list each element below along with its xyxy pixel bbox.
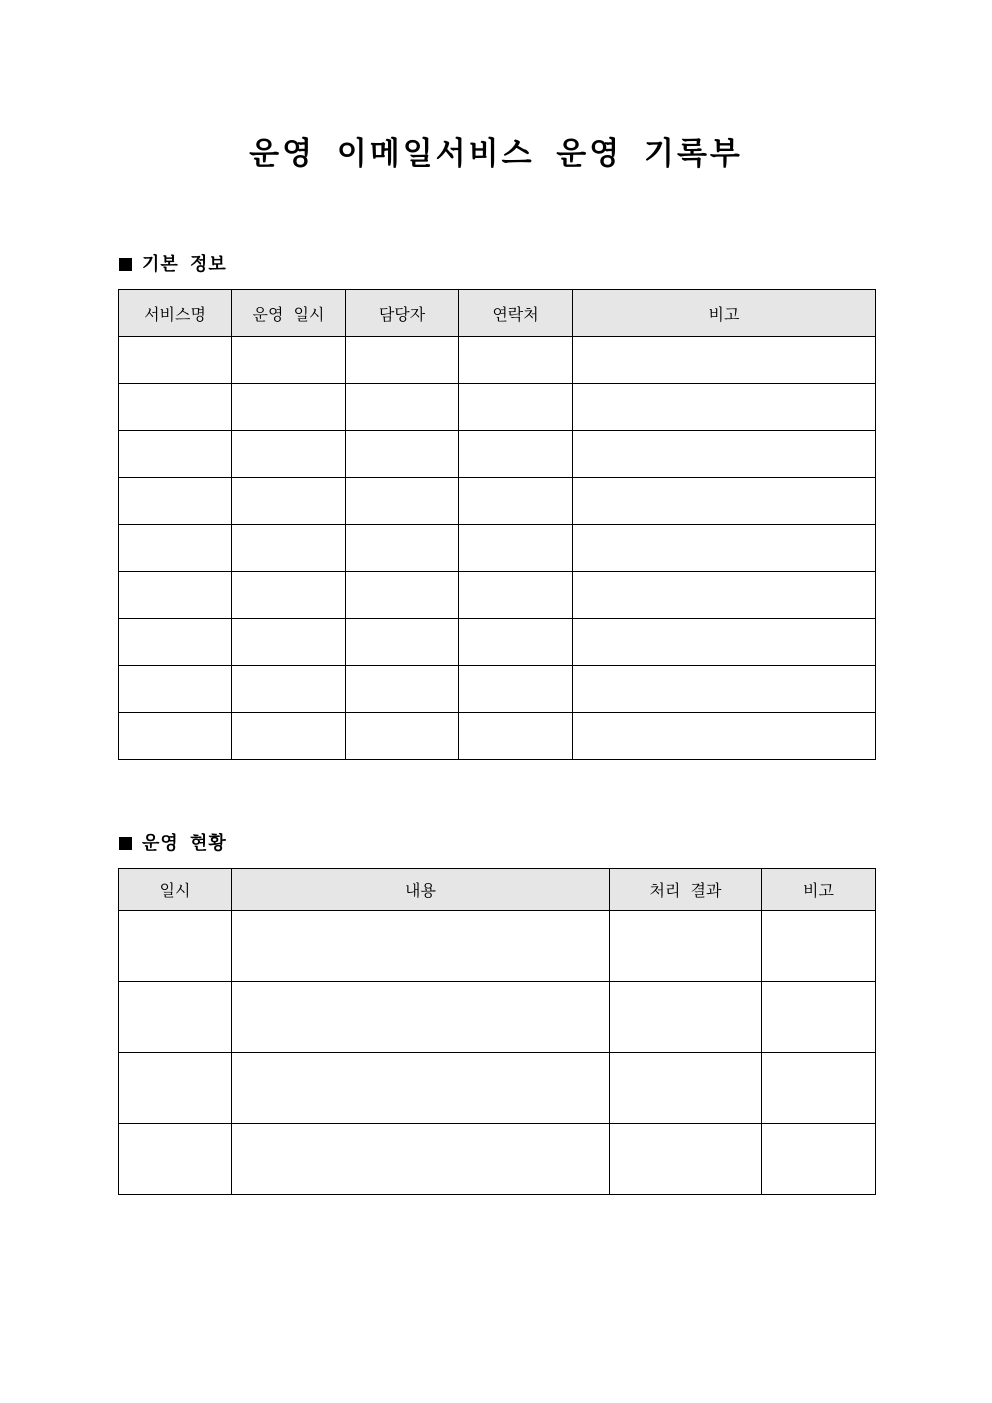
table-cell[interactable] (119, 713, 232, 760)
basic-info-table (118, 289, 876, 760)
table-cell[interactable] (573, 572, 876, 619)
table-cell[interactable] (610, 982, 762, 1053)
operation-status-table (118, 868, 876, 1195)
section-heading-label: 운영 현황 (142, 833, 227, 854)
table-cell[interactable] (232, 911, 610, 982)
table-row (119, 911, 876, 982)
table-cell[interactable] (232, 525, 346, 572)
table-cell[interactable] (232, 572, 346, 619)
table-row (119, 982, 876, 1053)
table-cell[interactable] (459, 431, 573, 478)
document-title: 운영 이메일서비스 운영 기록부 (249, 136, 743, 172)
table-row (119, 666, 876, 713)
table-cell[interactable] (573, 666, 876, 713)
table-cell[interactable] (459, 666, 573, 713)
column-header-content: 내용 (232, 869, 610, 911)
table-cell[interactable] (459, 525, 573, 572)
table-row (119, 1053, 876, 1124)
table-cell[interactable] (459, 713, 573, 760)
table-cell[interactable] (119, 619, 232, 666)
table-cell[interactable] (232, 337, 346, 384)
table-cell[interactable] (119, 982, 232, 1053)
table-cell[interactable] (459, 337, 573, 384)
table-row (119, 1124, 876, 1195)
table-cell[interactable] (119, 1124, 232, 1195)
column-header-contact: 연락처 (459, 290, 573, 337)
table-cell[interactable] (232, 666, 346, 713)
table-cell[interactable] (573, 431, 876, 478)
table-cell[interactable] (459, 619, 573, 666)
table-row (119, 619, 876, 666)
square-bullet-icon (119, 258, 132, 271)
table-cell[interactable] (119, 911, 232, 982)
table-cell[interactable] (119, 525, 232, 572)
table-cell[interactable] (573, 337, 876, 384)
column-header-result: 처리 결과 (610, 869, 762, 911)
table-cell[interactable] (459, 384, 573, 431)
column-header-person-in-charge: 담당자 (346, 290, 459, 337)
table-cell[interactable] (346, 713, 459, 760)
table-cell[interactable] (232, 1124, 610, 1195)
table-cell[interactable] (762, 1053, 876, 1124)
table-cell[interactable] (119, 337, 232, 384)
column-header-remarks: 비고 (573, 290, 876, 337)
table-header-row (119, 290, 876, 337)
table-cell[interactable] (573, 619, 876, 666)
section-heading-operation-status (119, 832, 227, 856)
table-cell[interactable] (119, 666, 232, 713)
column-header-datetime: 일시 (119, 869, 232, 911)
table-cell[interactable] (573, 525, 876, 572)
table-cell[interactable] (346, 666, 459, 713)
table-row (119, 525, 876, 572)
table-cell[interactable] (232, 478, 346, 525)
column-header-operation-datetime: 운영 일시 (232, 290, 346, 337)
table-cell[interactable] (232, 619, 346, 666)
table-cell[interactable] (459, 478, 573, 525)
table-cell[interactable] (232, 982, 610, 1053)
table-cell[interactable] (459, 572, 573, 619)
table-cell[interactable] (119, 572, 232, 619)
table-cell[interactable] (119, 431, 232, 478)
table-cell[interactable] (573, 384, 876, 431)
table-cell[interactable] (232, 431, 346, 478)
table-row (119, 713, 876, 760)
table-cell[interactable] (119, 1053, 232, 1124)
table-cell[interactable] (573, 713, 876, 760)
column-header-remarks: 비고 (762, 869, 876, 911)
table-row (119, 478, 876, 525)
table-row (119, 337, 876, 384)
section-heading-basic-info (119, 253, 227, 277)
table-cell[interactable] (762, 982, 876, 1053)
square-bullet-icon (119, 837, 132, 850)
table-header-row (119, 869, 876, 911)
table-cell[interactable] (346, 431, 459, 478)
table-row (119, 431, 876, 478)
table-cell[interactable] (232, 713, 346, 760)
table-cell[interactable] (346, 572, 459, 619)
table-cell[interactable] (610, 911, 762, 982)
table-cell[interactable] (232, 384, 346, 431)
table-cell[interactable] (346, 478, 459, 525)
table-cell[interactable] (346, 525, 459, 572)
table-cell[interactable] (762, 911, 876, 982)
section-heading-label: 기본 정보 (142, 254, 227, 275)
table-cell[interactable] (346, 619, 459, 666)
table-row (119, 384, 876, 431)
table-cell[interactable] (762, 1124, 876, 1195)
table-cell[interactable] (346, 384, 459, 431)
table-cell[interactable] (119, 384, 232, 431)
table-cell[interactable] (610, 1124, 762, 1195)
table-cell[interactable] (573, 478, 876, 525)
table-cell[interactable] (346, 337, 459, 384)
column-header-service-name: 서비스명 (119, 290, 232, 337)
table-cell[interactable] (232, 1053, 610, 1124)
table-row (119, 572, 876, 619)
table-cell[interactable] (119, 478, 232, 525)
table-cell[interactable] (610, 1053, 762, 1124)
